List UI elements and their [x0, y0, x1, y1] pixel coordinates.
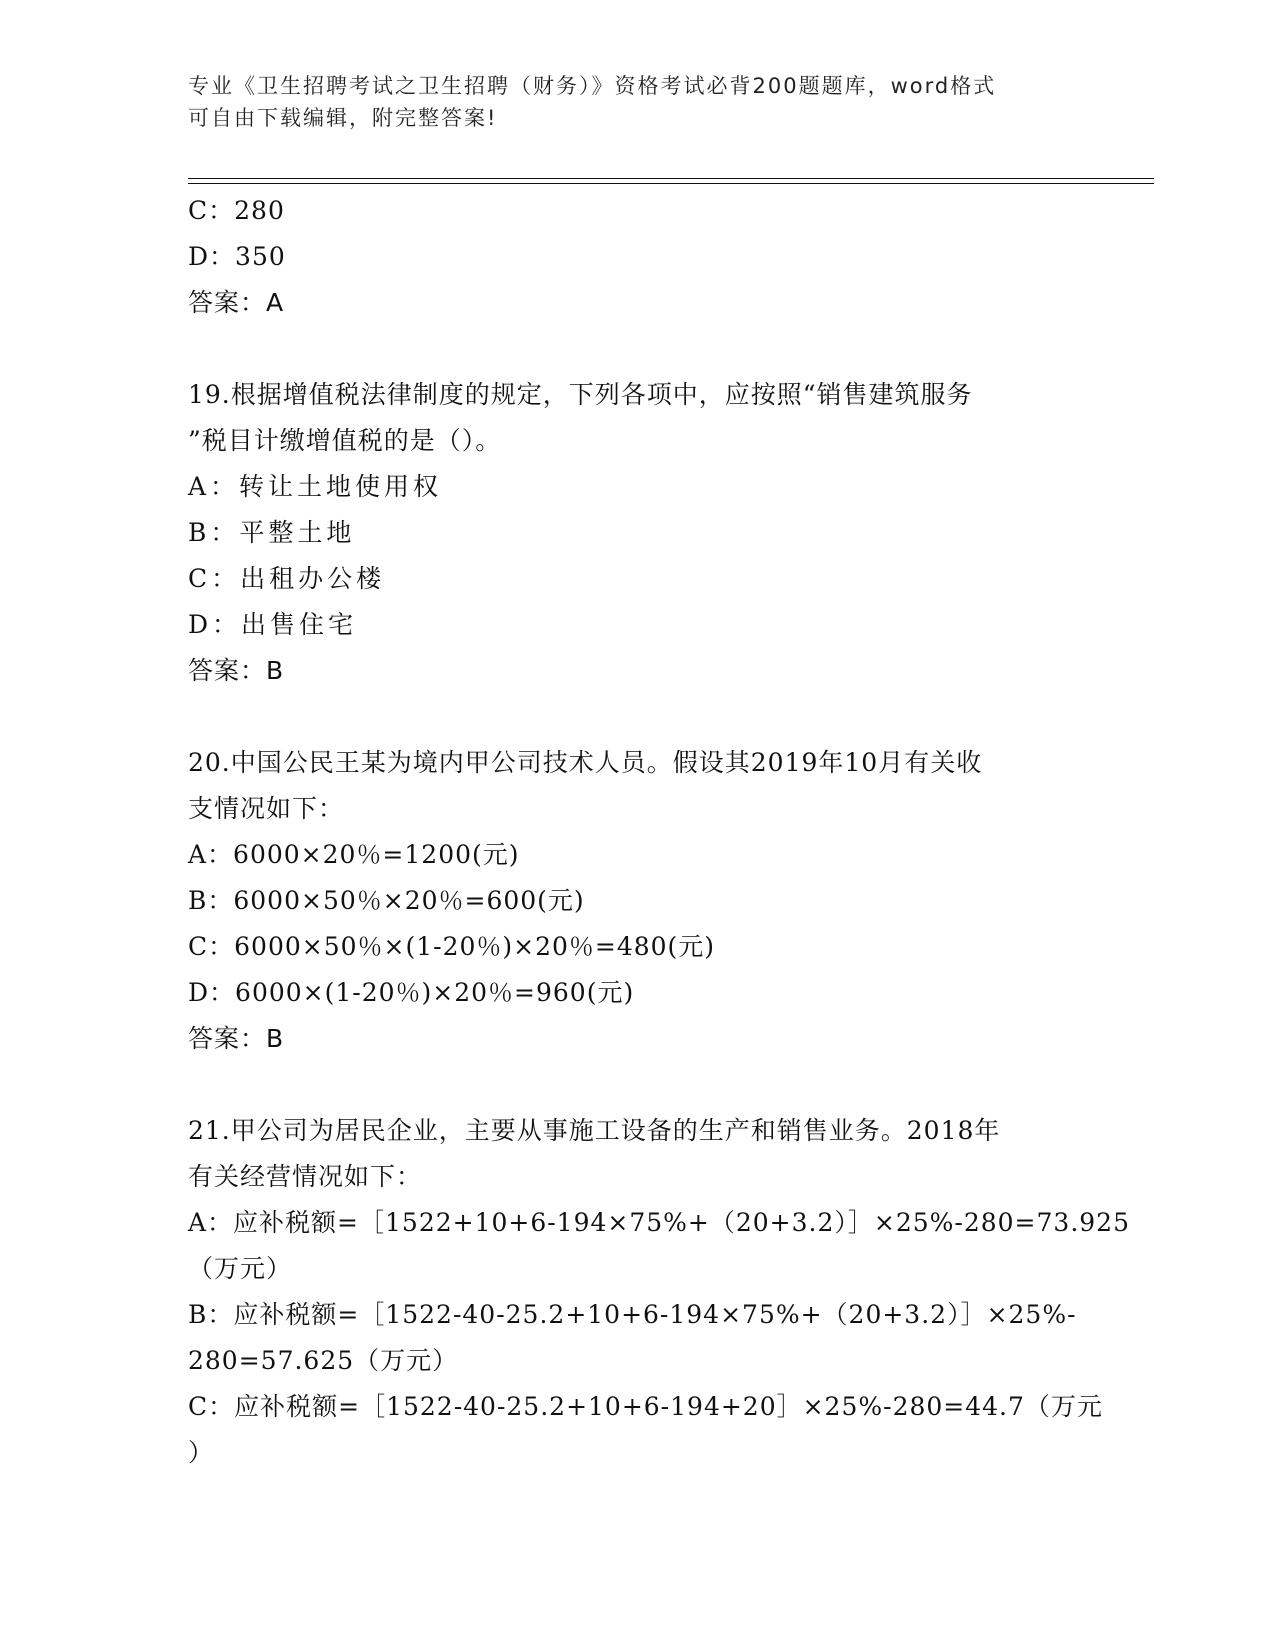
question-21: [188, 1108, 1130, 1476]
q20-answer: 答案：B: [188, 1024, 285, 1053]
q19-stem-line-2: ”税目计缴增值税的是（）。: [188, 426, 502, 455]
q21-option-b-line-1: B：应补税额=［1522-40-25.2+10+6-194×75%+（20+3.2）］×25%-: [188, 1300, 1077, 1329]
document-header: [188, 70, 1088, 134]
q18-answer: 答案：A: [188, 288, 285, 317]
q21-option-c-line-2: ）: [188, 1438, 215, 1467]
q19-option-d: D：出售住宅: [188, 610, 358, 639]
header-line-2: 可自由下载编辑，附完整答案!: [188, 106, 498, 130]
spacer: [188, 1062, 1088, 1108]
question-20: [188, 740, 1088, 1062]
header-line-1: 专业《卫生招聘考试之卫生招聘（财务）》资格考试必背200题题库，word格式: [188, 74, 997, 98]
q21-option-a-line-2: （万元）: [188, 1254, 293, 1283]
q18-option-c: C：280: [188, 196, 285, 225]
q19-option-b: B：平整土地: [188, 518, 356, 547]
spacer: [188, 694, 1088, 740]
q21-option-a-line-1: A：应补税额=［1522+10+6-194×75%+（20+3.2）］×25%-280=73.925: [188, 1208, 1130, 1237]
q18-option-d: D：350: [188, 242, 286, 271]
q19-answer: 答案：B: [188, 656, 285, 685]
q19-stem-line-1: 19.根据增值税法律制度的规定，下列各项中，应按照“销售建筑服务: [188, 380, 973, 409]
q20-option-b: B：6000×50％×20％=600(元): [188, 886, 585, 915]
question-18: [188, 188, 1088, 326]
question-19: [188, 372, 1088, 694]
q19-option-a: A：转让土地使用权: [188, 472, 443, 501]
header-divider-bottom: [188, 183, 1154, 184]
header-divider-top: [188, 178, 1154, 179]
q21-stem-line-2: 有关经营情况如下：: [188, 1162, 423, 1191]
q21-option-c-line-1: C：应补税额=［1522-40-25.2+10+6-194+20］×25%-280=44.7（万元: [188, 1392, 1103, 1421]
q21-stem-line-1: 21.甲公司为居民企业，主要从事施工设备的生产和销售业务。2018年: [188, 1116, 1001, 1145]
q19-option-c: C：出租办公楼: [188, 564, 386, 593]
q20-option-a: A：6000×20％=1200(元): [188, 840, 520, 869]
q20-stem-line-2: 支情况如下：: [188, 794, 345, 823]
q20-option-c: C：6000×50％×(1-20％)×20％=480(元): [188, 932, 716, 961]
q20-option-d: D：6000×(1-20％)×20％=960(元): [188, 978, 635, 1007]
question-list: [188, 188, 1130, 1476]
q21-option-b-line-2: 280=57.625（万元）: [188, 1346, 459, 1375]
spacer: [188, 326, 1088, 372]
q20-stem-line-1: 20.中国公民王某为境内甲公司技术人员。假设其2019年10月有关收: [188, 748, 983, 777]
